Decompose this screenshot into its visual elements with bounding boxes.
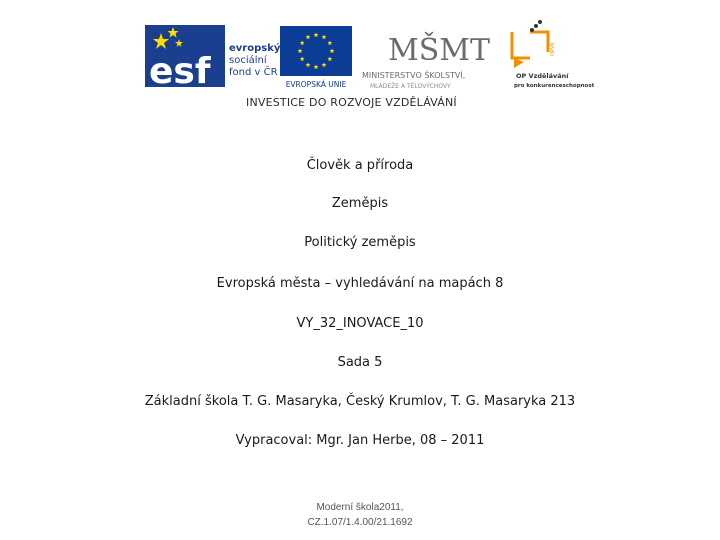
- footer-line-1: Moderní škola2011,: [316, 502, 404, 513]
- msmt-mark: MŠMT: [388, 33, 490, 68]
- esf-line-3: fond v ČR: [229, 67, 278, 78]
- op-vk-logo: [496, 22, 595, 90]
- msmt-logo: [360, 18, 488, 90]
- lesson-line: Evropská města – vyhledávání na mapách 8: [216, 276, 504, 291]
- logo-band: [140, 18, 595, 113]
- footer-line-2: CZ.1.07/1.4.00/21.1692: [307, 517, 413, 528]
- msmt-line-2: MLÁDEŽE A TĚLOVÝCHOVY: [370, 83, 451, 90]
- op-side-label: OPVK: [550, 42, 556, 56]
- set-line: Sada 5: [337, 355, 383, 370]
- code-line: VY_32_INOVACE_10: [296, 316, 424, 331]
- esf-line-1: evropský: [229, 43, 281, 54]
- topic-line: Zeměpis: [331, 196, 389, 211]
- subject-line: Člověk a příroda: [306, 158, 414, 173]
- msmt-line-1: MINISTERSTVO ŠKOLSTVÍ,: [362, 71, 466, 80]
- school-line: Základní škola T. G. Masaryka, Český Krumlov, T. G. Masaryka 213: [144, 394, 576, 409]
- esf-wordmark: esf: [149, 51, 211, 92]
- tagline: INVESTICE DO ROZVOJE VZDĚLÁVÁNÍ: [246, 96, 457, 109]
- esf-logo: [145, 25, 281, 92]
- op-line-2: pro konkurenceschopnost: [514, 83, 595, 89]
- subtopic-line: Politický zeměpis: [304, 235, 416, 250]
- esf-line-2: sociální: [229, 55, 267, 66]
- eu-label: EVROPSKÁ UNIE: [285, 80, 347, 89]
- author-line: Vypracoval: Mgr. Jan Herbe, 08 – 2011: [235, 433, 485, 448]
- op-line-1: OP Vzdělávání: [516, 72, 569, 80]
- footer: [0, 500, 720, 530]
- eu-flag-logo: [278, 26, 354, 90]
